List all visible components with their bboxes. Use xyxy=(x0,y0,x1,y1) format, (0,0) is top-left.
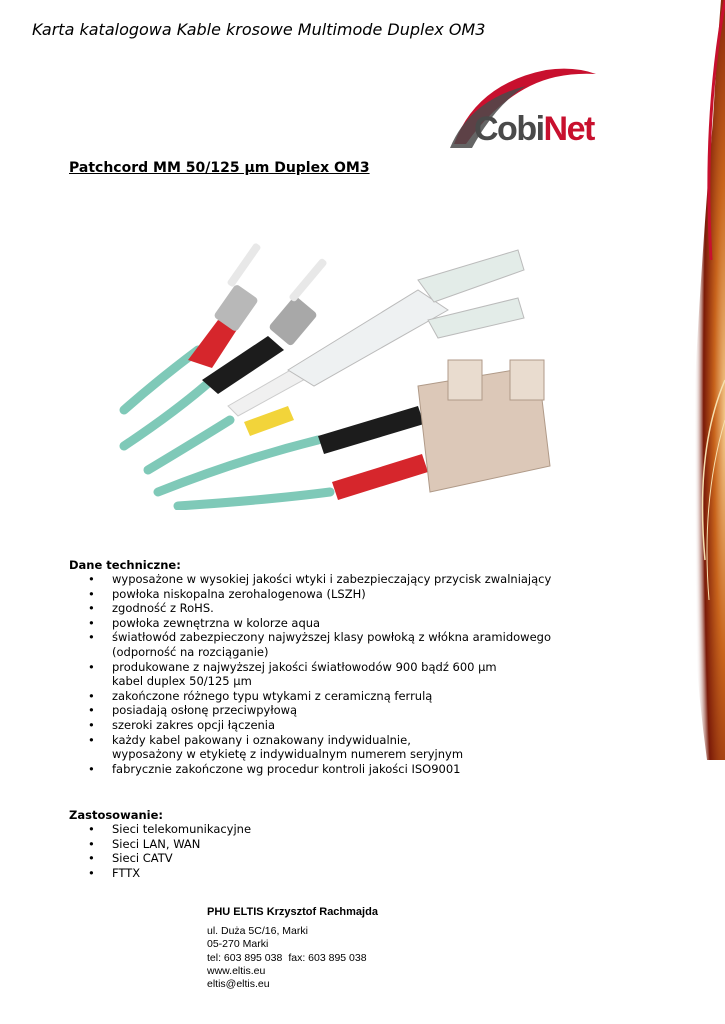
list-item: • Sieci LAN, WAN xyxy=(88,837,251,852)
company-phone-line xyxy=(207,952,378,965)
spec-text: każdy kabel pakowany i oznakowany indywidualnie, xyxy=(112,732,411,747)
spec-text: światłowód zabezpieczony najwyższej klasy powłoką z włókna aramidowego xyxy=(112,630,551,645)
cobinet-logo xyxy=(446,64,612,150)
spec-text: powłoka niskopalna zerohalogenowa (LSZH) xyxy=(112,586,366,601)
list-item: • Sieci telekomunikacyjne xyxy=(88,822,251,837)
list-item: • FTTX xyxy=(88,866,251,881)
applications-list xyxy=(88,822,251,880)
spec-text: zakończone różnego typu wtykami z ceramiczną ferrulą xyxy=(112,688,433,703)
company-name: PHU ELTIS Krzysztof Rachmajda xyxy=(207,906,378,918)
fiber-patchcord-photo-icon xyxy=(118,210,558,510)
list-item xyxy=(88,718,551,733)
company-email-link[interactable]: eltis@eltis.eu xyxy=(207,978,270,991)
company-info xyxy=(207,906,378,991)
spec-text: powłoka zewnętrzna w kolorze aqua xyxy=(112,615,321,630)
company-address: ul. Duża 5C/16, Marki xyxy=(207,925,308,938)
product-title: Patchcord MM 50/125 µm Duplex OM3 xyxy=(69,160,370,176)
list-item xyxy=(88,733,551,762)
logo-wordmark xyxy=(474,110,594,149)
list-item xyxy=(88,660,551,689)
spec-text: szeroki zakres opcji łączenia xyxy=(112,717,276,732)
list-item: • Sieci CATV xyxy=(88,851,251,866)
company-tel: tel: 603 895 038 xyxy=(207,951,283,964)
spec-text: produkowane z najwyższej jakości światłowodów 900 bądź 600 µm xyxy=(112,659,497,674)
company-postal: 05-270 Marki xyxy=(207,938,269,951)
spec-text: fabrycznie zakończone wg procedur kontroli jakości ISO9001 xyxy=(112,761,461,776)
list-item xyxy=(88,601,551,616)
list-item xyxy=(88,703,551,718)
company-website-link[interactable]: www.eltis.eu xyxy=(207,964,266,977)
specs-list xyxy=(88,572,551,776)
list-item xyxy=(88,616,551,631)
list-item xyxy=(88,689,551,704)
spec-text-continued: wyposażony w etykietę z indywidualnym numerem seryjnym xyxy=(112,747,464,762)
spec-text: wyposażone w wysokiej jakości wtyki i zabezpieczający przycisk zwalniający xyxy=(112,572,552,586)
logo-text-cobi: Cobi xyxy=(474,110,544,148)
list-item xyxy=(88,572,551,587)
specs-heading: Dane techniczne: xyxy=(69,558,181,572)
list-item xyxy=(88,630,551,659)
spec-text: posiadają osłonę przeciwpyłową xyxy=(112,703,298,718)
company-fax: fax: 603 895 038 xyxy=(288,951,367,964)
logo-text-net: Net xyxy=(543,110,594,148)
list-item xyxy=(88,762,551,777)
spec-text-continued: (odporność na rozciąganie) xyxy=(112,644,269,659)
spec-text-continued: kabel duplex 50/125 µm xyxy=(112,674,252,689)
document-title: Karta katalogowa Kable krosowe Multimode Duplex OM3 xyxy=(32,20,486,39)
spec-text: zgodność z RoHS. xyxy=(112,601,214,616)
list-item xyxy=(88,587,551,602)
applications-heading: Zastosowanie: xyxy=(69,808,163,822)
globe-decoration-icon xyxy=(655,0,725,760)
